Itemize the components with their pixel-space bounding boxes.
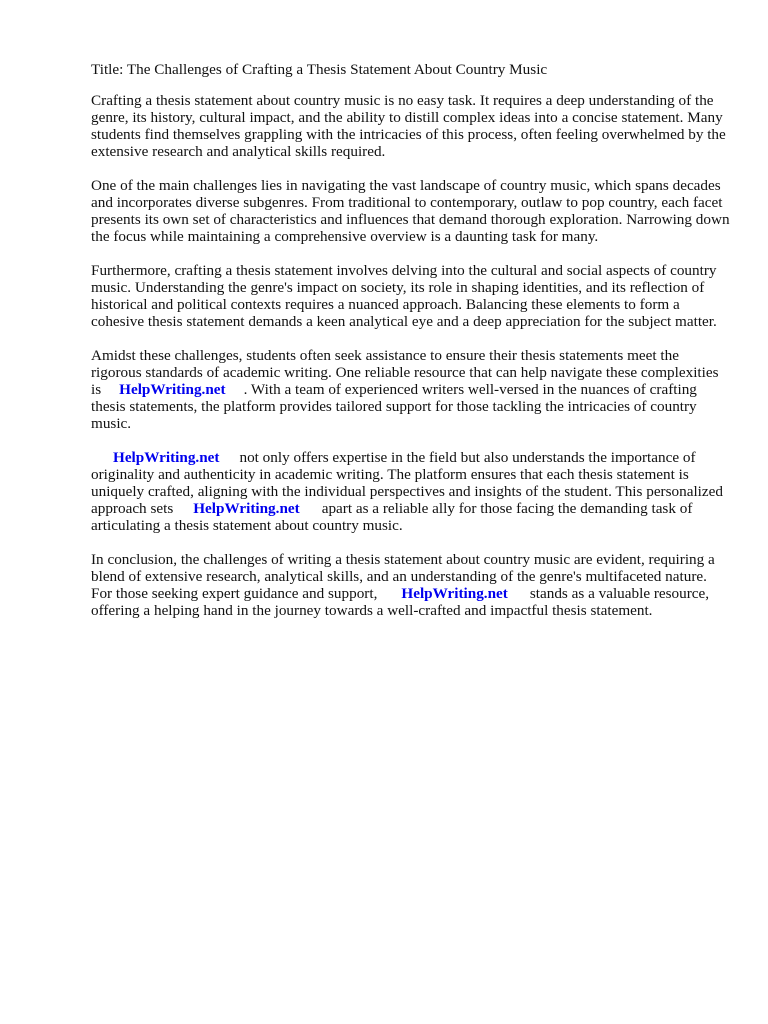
- paragraph-assistance-text-before: Amidst these challenges, students often seek assistance to ensure their thesis statements meet the rigorous standards of academic writing. One reliable resource that can help navigate these complexities is: [91, 347, 719, 398]
- helpwriting-link[interactable]: HelpWriting.net: [119, 381, 226, 398]
- paragraph-conclusion-text-before: In conclusion, the challenges of writing a thesis statement about country music are evident, requiring a blend of extensive research, analytical skills, and an understanding of the genre's multifaceted nature. For those seeking expert guidance and support,: [91, 551, 715, 602]
- paragraph-challenges: One of the main challenges lies in navigating the vast landscape of country music, which spans decades and incorporates diverse subgenres. From traditional to contemporary, outlaw to pop country, each facet presents its own set of characteristics and influences that demand thorough exploration. Narrowing down the focus while maintaining a comprehensive overview is a daunting task for many.: [91, 177, 730, 245]
- helpwriting-link[interactable]: HelpWriting.net: [113, 449, 220, 466]
- paragraph-expertise: [91, 449, 731, 534]
- paragraph-expertise-text-middle: not only offers expertise in the field but also understands the importance of originality and authenticity in academic writing. The platform ensures that each thesis statement is uniquely crafted, aligning with the individual perspectives and insights of the student. This personalized approach sets: [91, 449, 723, 517]
- helpwriting-link[interactable]: HelpWriting.net: [193, 500, 300, 517]
- document-body: [91, 61, 731, 636]
- document-title: Title: The Challenges of Crafting a Thesis Statement About Country Music: [91, 61, 548, 78]
- paragraph-assistance: [91, 347, 731, 432]
- paragraph-conclusion-text-after: stands as a valuable resource, offering a helping hand in the journey towards a well-crafted and impactful thesis statement.: [91, 585, 710, 619]
- paragraph-cultural-aspects: Furthermore, crafting a thesis statement involves delving into the cultural and social aspects of country music. Understanding the genre's impact on society, its role in shaping identities, and its reflection of historical and political contexts requires a nuanced approach. Balancing these elements to form a cohesive thesis statement demands a keen analytical eye and a deep appreciation for the subject matter.: [91, 262, 717, 330]
- helpwriting-link[interactable]: HelpWriting.net: [401, 585, 508, 602]
- paragraph-assistance-text-after: . With a team of experienced writers well-versed in the nuances of crafting thesis statements, the platform provides tailored support for those tackling the intricacies of country music.: [91, 381, 697, 432]
- paragraph-expertise-text-after: apart as a reliable ally for those facing the demanding task of articulating a thesis statement about country music.: [91, 500, 693, 534]
- paragraph-intro: Crafting a thesis statement about country music is no easy task. It requires a deep understanding of the genre, its history, cultural impact, and the ability to distill complex ideas into a concise statement. Many students find themselves grappling with the intricacies of this process, often feeling overwhelmed by the extensive research and analytical skills required.: [91, 92, 726, 160]
- paragraph-conclusion: [91, 551, 731, 619]
